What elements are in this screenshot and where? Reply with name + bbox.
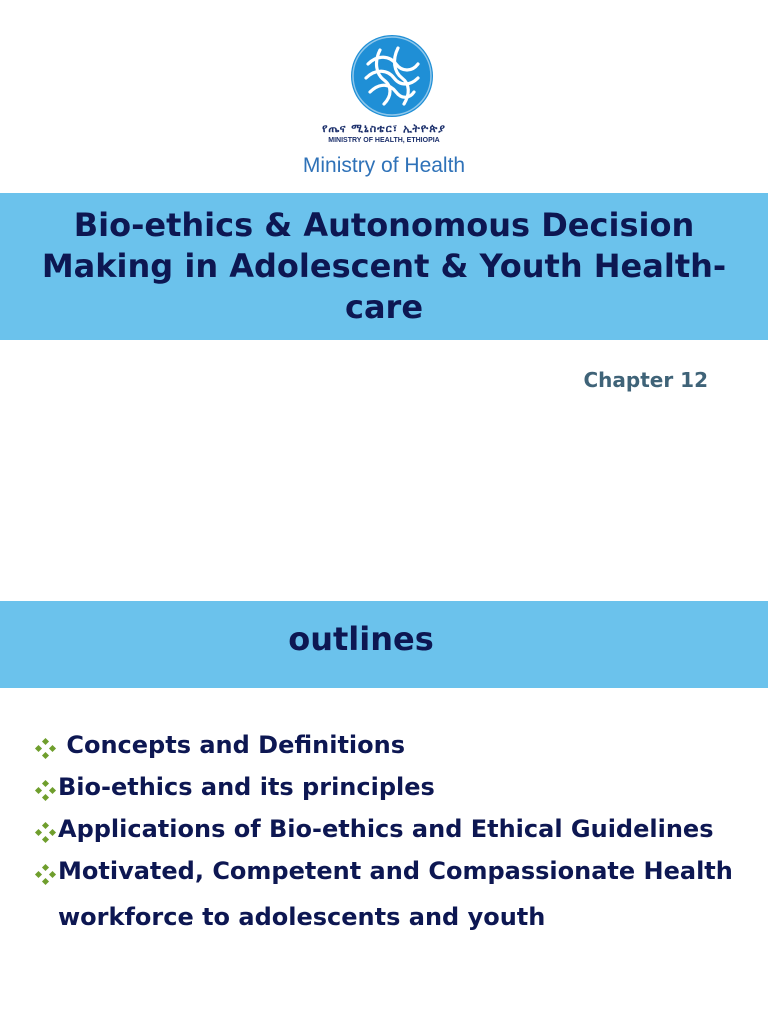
list-item-text: Bio-ethics and its principles [58,773,435,801]
diamond-bullet-icon [34,737,58,761]
title-band [0,193,768,340]
list-item [34,816,744,852]
logo-amharic-text: የጤና ሚኒስቴር፣ ኢትዮጵያ [322,122,446,135]
chapter-label: Chapter 12 [583,368,708,392]
outline-heading: outlines [288,620,434,658]
list-item-text: Concepts and Definitions [58,731,406,759]
list-item [34,858,744,940]
outline-list [34,732,744,946]
diamond-bullet-icon [34,821,58,845]
diamond-bullet-icon [34,863,58,887]
logo-header [0,0,768,193]
ministry-emblem-icon [350,34,434,118]
list-item-text: Applications of Bio-ethics and Ethical Guidelines [58,815,714,843]
list-item [34,732,744,768]
list-item-text: Motivated, Competent and Compassionate Health workforce to adolescents and youth [58,857,733,931]
logo-subtitle: MINISTRY OF HEALTH, ETHIOPIA [328,137,440,144]
page-title: Bio-ethics & Autonomous Decision Making in Adolescent & Youth Health-care [41,206,727,326]
logo-name: Ministry of Health [302,154,466,177]
list-item [34,774,744,810]
diamond-bullet-icon [34,779,58,803]
